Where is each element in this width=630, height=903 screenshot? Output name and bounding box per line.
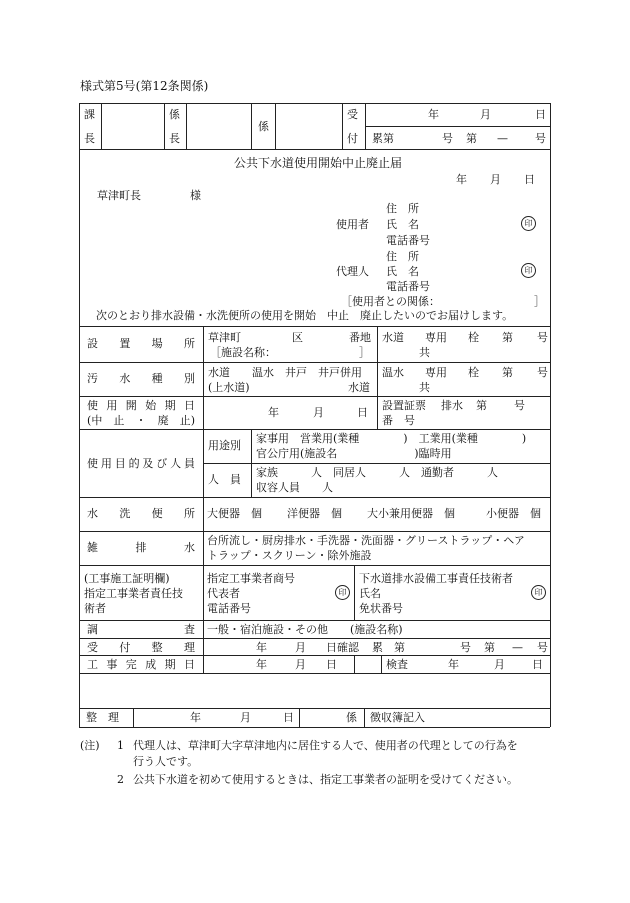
location-facility: ［施設名称： (210, 346, 276, 359)
start-day: 日 (357, 406, 368, 419)
header-dash: — (497, 132, 508, 145)
purpose-jinin: 人 員 (208, 473, 241, 486)
form-title: 公共下水道使用開始中止廃止届 (234, 156, 403, 170)
toilet-item: 小便器 個 (486, 507, 541, 520)
survey-label: 調 査 (87, 623, 195, 636)
cho-label: 長 (84, 132, 95, 145)
sewage-line2a: (上水道) (208, 381, 250, 394)
addressee-honorific: 様 (190, 189, 201, 202)
start-dai: 第 (476, 399, 487, 412)
agent-phone-label: 電話番号 (386, 280, 430, 293)
intro-text: 次のとおり排水設備・水洗便所の使用を開始 中止 廃止したいのでお届けします。 (96, 309, 514, 322)
sewage-dai: 第 (502, 366, 513, 379)
user-phone-label: 電話番号 (386, 234, 430, 247)
cert-phone: 電話番号 (207, 602, 251, 615)
receipt-rui: 累 第 (372, 641, 405, 654)
note2-line1: 公共下水道を初めて使用するときは、指定工事業者の証明を受けてください。 (133, 773, 518, 786)
start-drain: 排水 (441, 399, 463, 412)
survey-value: 一般・宿泊施設・その他 (施設名称) (207, 623, 403, 636)
cert-name: 氏名 (359, 587, 381, 600)
note-number: 2 (117, 773, 124, 786)
header-rui: 累第 (372, 132, 394, 145)
location-ku: 区 (292, 331, 303, 344)
cert-company: 指定工事業者商号 (207, 572, 295, 585)
location-sen: 栓 (468, 331, 479, 344)
agent-relation-close: ］ (534, 295, 545, 308)
bottom-day: 日 (283, 711, 294, 724)
note1-line1: 代理人は、草津町大字草津地内に居住する人で、使用者の代理としての行為を (133, 739, 518, 752)
receipt-day: 日確認 (326, 641, 359, 654)
purpose-line3: 家族 人 同居人 人 通勤者 人 (256, 466, 498, 479)
seal-icon: 印 (335, 585, 350, 600)
cert-label2: 指定工事業者責任技 (84, 587, 183, 600)
purpose-line2: 官公庁用(施設名 )臨時用 (256, 447, 452, 460)
sewage-go: 号 (537, 366, 548, 379)
completion-day: 日 (326, 658, 337, 671)
receipt-dai: 第 (484, 641, 495, 654)
cert-engineer: 下水道排水設備工事責任技術者 (359, 572, 513, 585)
start-label2: (中 止 ・ 廃 止) (87, 414, 195, 427)
completion-year: 年 (256, 658, 267, 671)
agent-label: 代理人 (336, 265, 369, 278)
receipt-go: 号 (537, 641, 548, 654)
start-year: 年 (268, 406, 279, 419)
bottom-month: 月 (240, 711, 251, 724)
sewage-line1: 水道 温水 井戸 井戸併用 (208, 366, 362, 379)
seal-icon: 印 (521, 263, 536, 278)
toilet-item: 大便器 個 (207, 507, 262, 520)
receipt-go: 号 (460, 641, 471, 654)
purpose-youto: 用途別 (208, 439, 241, 452)
sewage-senyo: 専用 (425, 366, 447, 379)
bottom-year: 年 (190, 711, 201, 724)
sewage-kyo: 共 (419, 381, 430, 394)
start-go: 号 (514, 399, 525, 412)
form-number: 様式第5号(第12条関係) (80, 79, 209, 93)
misc-line1: 台所流し・厨房排水・手洗器・洗面器・グリーストラップ・ヘア (207, 534, 525, 547)
start-month: 月 (313, 406, 324, 419)
start-certificate: 設置証票 (382, 399, 426, 412)
location-town: 草津町 (208, 331, 241, 344)
ka-label: 課 (84, 108, 95, 121)
location-go: 号 (537, 331, 548, 344)
kakari-label: 係 (258, 120, 269, 133)
seal-icon: 印 (521, 216, 536, 231)
kakari-label: 係 (169, 108, 180, 121)
agent-relation: ［使用者との関係： (341, 295, 440, 308)
user-label: 使用者 (336, 218, 369, 231)
receipt-month: 月 (295, 641, 306, 654)
completion-month: 月 (295, 658, 306, 671)
seal-icon: 印 (531, 585, 546, 600)
cert-license: 免状番号 (359, 602, 403, 615)
purpose-label: 使用目的及び人員 (87, 457, 195, 470)
date-year: 年 (456, 173, 467, 186)
misc-line2: トラップ・スクリーン・除外施設 (207, 549, 372, 562)
note-number: 1 (117, 739, 124, 752)
header-dai: 第 (466, 132, 477, 145)
sewage-label: 汚 水 種 別 (87, 372, 195, 385)
location-facility-close: ］ (359, 346, 370, 359)
uke-label: 受 (347, 108, 358, 121)
date-month: 月 (490, 173, 501, 186)
location-banchi: 番地 (349, 331, 371, 344)
sewage-sen: 栓 (468, 366, 479, 379)
agent-name-label: 氏 名 (386, 265, 419, 278)
date-day: 日 (524, 173, 535, 186)
location-kyo: 共 (419, 346, 430, 359)
bottom-seiri: 整 理 (86, 711, 119, 724)
inspection-month: 月 (494, 658, 505, 671)
tsuke-label: 付 (347, 132, 358, 145)
header-go: 号 (442, 132, 453, 145)
sewage-onsui: 温水 (382, 366, 404, 379)
receipt-label: 受 付 整 理 (87, 641, 195, 654)
toilet-item: 洋便器 個 (287, 507, 342, 520)
location-senyo: 専用 (425, 331, 447, 344)
header-month: 月 (480, 108, 491, 121)
note1-line2: 行う人です。 (133, 755, 199, 768)
toilet-item: 大小兼用便器 個 (367, 507, 455, 520)
bottom-kakari: 係 (346, 711, 357, 724)
receipt-dash: — (512, 641, 523, 654)
location-dai: 第 (502, 331, 513, 344)
location-label: 設 置 場 所 (87, 337, 195, 350)
location-water: 水道 (382, 331, 404, 344)
cert-label3: 術者 (84, 602, 106, 615)
inspection-day: 日 (532, 658, 543, 671)
misc-label: 雑 排 水 (87, 541, 195, 554)
start-label1: 使 用 開 始 期 日 (87, 399, 195, 412)
header-day: 日 (535, 108, 546, 121)
toilet-label: 水 洗 便 所 (87, 507, 195, 520)
header-year: 年 (428, 108, 439, 121)
header-go: 号 (535, 132, 546, 145)
sewage-line2b: 水道 (348, 381, 370, 394)
cert-rep: 代表者 (207, 587, 240, 600)
agent-address-label: 住 所 (386, 250, 419, 263)
bottom-collection: 徴収簿記入 (370, 711, 425, 724)
notes-label: (注) (80, 739, 100, 752)
inspection-year: 年 (448, 658, 459, 671)
purpose-line4: 収容人員 人 (256, 481, 333, 494)
completion-inspection: 検査 (386, 658, 408, 671)
addressee-name: 草津町長 (97, 189, 141, 202)
receipt-year: 年 (256, 641, 267, 654)
purpose-line1: 家事用 営業用(業種 ) 工業用(業種 ) (256, 432, 527, 445)
cert-label1: (工事施工証明欄) (84, 572, 170, 585)
cho-label: 長 (169, 132, 180, 145)
start-bango: 番 号 (382, 414, 415, 427)
user-name-label: 氏 名 (386, 218, 419, 231)
user-address-label: 住 所 (386, 202, 419, 215)
completion-label: 工 事 完 成 期 日 (87, 658, 195, 671)
